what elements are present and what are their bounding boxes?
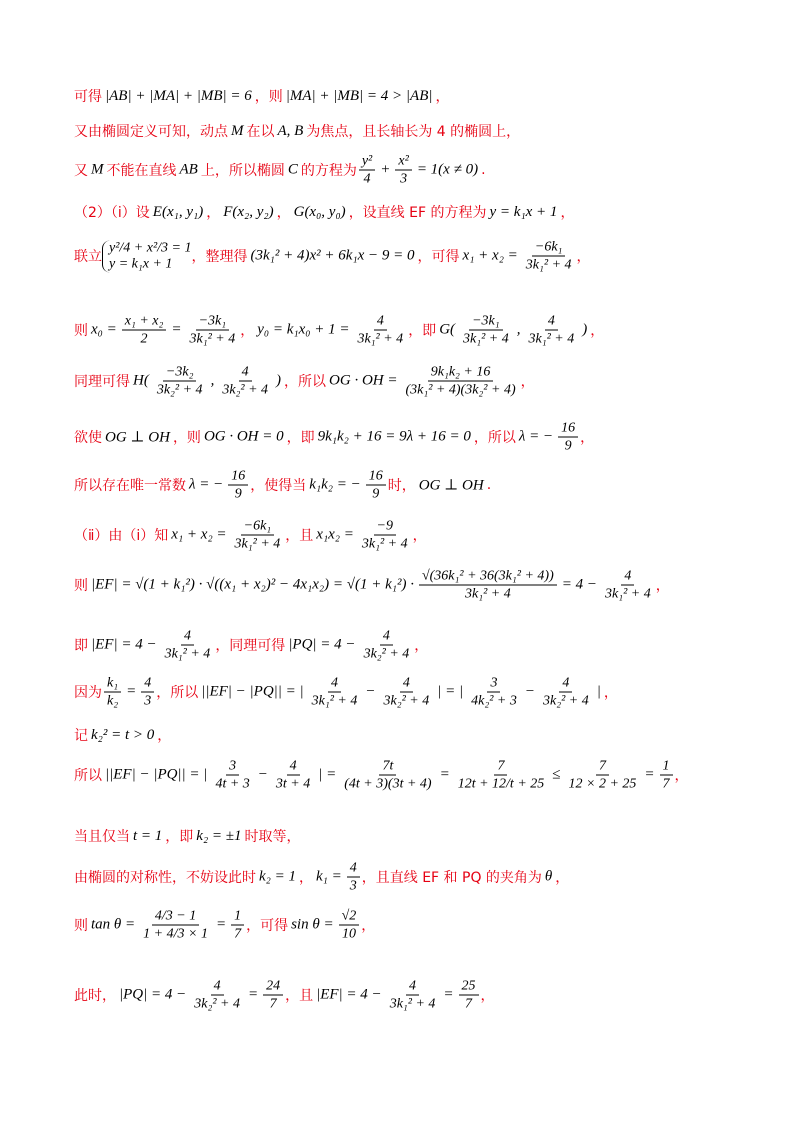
text-segment: ， (520, 374, 535, 390)
fraction-denominator: 9 (234, 486, 242, 502)
fraction-numerator: 4 (374, 313, 387, 331)
fraction-numerator: −3k₁ (196, 313, 230, 331)
text-segment: （ⅱ）由（ⅰ）知 (74, 528, 169, 544)
fraction (309, 675, 361, 710)
fraction-denominator: 3 (400, 171, 408, 187)
fraction-denominator: 3k₁² + 4 (464, 586, 511, 602)
math-expression: t = 1 (133, 827, 163, 844)
fraction-numerator: 7 (596, 758, 609, 776)
math-expression: + (380, 161, 391, 178)
math-expression: x₁x₂ = (316, 526, 354, 543)
text-segment: 则 (74, 918, 88, 934)
text-segment: ，整理得 (191, 249, 248, 265)
solution-line (74, 826, 760, 846)
fraction-numerator: 4 (406, 978, 419, 996)
solution-line (74, 518, 760, 553)
solution-line (74, 420, 760, 455)
math-expression: k₂² = t > 0 (91, 726, 155, 743)
text-segment: ，同理可得 (215, 638, 286, 654)
fraction-denominator: 9 (372, 486, 380, 502)
fraction-numerator: 7 (494, 758, 507, 776)
text-segment: ， (412, 528, 427, 544)
text-segment: 可得 (74, 89, 102, 105)
fraction-numerator: 16 (366, 468, 386, 486)
fraction-numerator: 4 (559, 675, 572, 693)
math-expression: sin θ = (291, 916, 334, 933)
math-expression: y₀ = k₁x₀ + 1 = (257, 321, 350, 338)
math-expression: |EF| = √(1 + k₁²) · √((x₁ + x₂)² − 4x₁x₂) = √(1 + k₁²) · (91, 576, 414, 593)
fraction-numerator: 4 (181, 628, 194, 646)
math-expression: H( (133, 372, 149, 389)
fraction-denominator: 9 (564, 438, 572, 454)
math-expression: ||EF| − |PQ|| = | (105, 766, 208, 783)
math-expression: 9k₁k₂ + 16 = 9λ + 16 = 0 (317, 428, 471, 445)
fraction-numerator: 4 (545, 313, 558, 331)
math-expression: k₂ = ±1 (196, 827, 242, 844)
text-segment: 上，所以椭圆 (200, 163, 285, 179)
fraction-denominator: 3k₂² + 4 (363, 646, 410, 662)
fraction-numerator: 4 (328, 675, 341, 693)
fraction-numerator: 7t (379, 758, 396, 776)
fraction-denominator: 3k₁² + 4 (234, 536, 281, 552)
math-expression: − (257, 766, 268, 783)
math-expression: − (524, 683, 535, 700)
math-expression: tan θ = (91, 916, 136, 933)
fraction-numerator: −9 (374, 518, 396, 536)
text-segment: ， (655, 578, 670, 594)
text-segment: 又由椭圆定义可知，动点 (74, 124, 228, 140)
math-expression: E(x₁, y₁) (152, 203, 204, 220)
text-segment: ， (576, 249, 591, 265)
fraction (602, 568, 654, 603)
fraction (460, 313, 512, 348)
system-equation-1: y²/4 + x²/3 = 1 (109, 240, 192, 255)
text-segment: ，可得 (417, 249, 460, 265)
text-segment: ，使得当 (250, 478, 307, 494)
text-segment: ， (240, 323, 255, 339)
fraction-denominator: 3k₁² + 4 (389, 996, 436, 1012)
fraction (459, 978, 479, 1013)
math-expression: λ = − (189, 476, 224, 493)
math-expression: M (91, 161, 104, 178)
fraction-denominator: (4t + 3)(3t + 4) (344, 776, 432, 792)
fraction (104, 675, 121, 710)
fraction-numerator: x₁ + x₂ (122, 313, 167, 331)
text-segment: ， (580, 430, 595, 446)
text-segment: 为焦点，且长轴长为 4 的椭圆上， (306, 124, 521, 140)
fraction-numerator: 4 (211, 978, 224, 996)
math-expression: x₀ = (91, 321, 117, 338)
fraction-numerator: 4 (380, 628, 393, 646)
fraction (228, 468, 248, 503)
fraction-numerator: k₁ (104, 675, 121, 693)
fraction (366, 468, 386, 503)
text-segment: 记 (74, 728, 88, 744)
fraction (140, 908, 211, 943)
text-segment: （2）（ⅰ）设 (74, 205, 150, 221)
fraction (186, 313, 238, 348)
text-segment: 则 (74, 578, 88, 594)
fraction-numerator: 25 (459, 978, 479, 996)
fraction (387, 978, 439, 1013)
solution-line (74, 86, 760, 106)
fraction-denominator: 3k₁² + 4 (605, 586, 651, 602)
solution-line (74, 978, 760, 1013)
text-segment: ，则 (172, 430, 201, 446)
fraction (263, 978, 283, 1013)
fraction (558, 420, 578, 455)
fraction (141, 675, 154, 710)
text-segment: ， (414, 638, 429, 654)
fraction-numerator: 4 (141, 675, 154, 693)
fraction-numerator: 4/3 − 1 (152, 908, 199, 926)
math-expression: |PQ| = 4 − (119, 986, 187, 1003)
fraction-denominator: 4t + 3 (215, 776, 250, 792)
fraction (354, 313, 406, 348)
math-expression: = (443, 986, 454, 1003)
math-expression: − (365, 683, 376, 700)
math-expression: OG · OH = (329, 372, 398, 389)
text-segment: ，所以 (156, 685, 199, 701)
fraction (523, 239, 575, 274)
math-expression: x₁ + x₂ = (462, 247, 518, 264)
text-segment: 即 (74, 638, 88, 654)
text-segment: ， (555, 870, 570, 886)
fraction (361, 628, 413, 663)
text-segment: ，且 (285, 528, 314, 544)
fraction-denominator: 12t + 12/t + 25 (457, 776, 545, 792)
fraction (232, 518, 284, 553)
math-expression: | = (318, 766, 337, 783)
fraction-denominator: 7 (269, 996, 277, 1012)
text-segment: 又 (74, 163, 88, 179)
solution-line (74, 675, 760, 710)
text-segment: 的方程为 (300, 163, 357, 179)
fraction-denominator: 3k₁² + 4 (463, 331, 509, 347)
text-segment: ， (276, 205, 291, 221)
math-expression: M (231, 122, 244, 139)
text-segment: ，且直线 EF 和 PQ 的夹角为 (361, 870, 542, 886)
math-expression: |PQ| = 4 − (288, 636, 356, 653)
math-expression: C (287, 161, 298, 178)
text-segment: ，所以 (284, 374, 327, 390)
fraction (526, 313, 578, 348)
fraction-denominator: (3k₁² + 4)(3k₂² + 4) (405, 382, 516, 398)
fraction (359, 518, 411, 553)
fraction-numerator: √(36k₁² + 36(3k₁² + 4)) (419, 568, 557, 586)
fraction (359, 153, 375, 188)
fraction-denominator: 7 (234, 926, 242, 942)
math-expression: = (247, 986, 259, 1003)
fraction-denominator: 7 (465, 996, 473, 1012)
text-segment: ， (435, 89, 450, 105)
fraction-denominator: 3k₁² + 4 (528, 331, 575, 347)
text-segment: ，即 (286, 430, 315, 446)
fraction-numerator: y² (359, 153, 375, 171)
fraction (395, 153, 411, 188)
fraction (566, 758, 640, 793)
text-segment: ， (299, 870, 313, 886)
text-segment: ，即 (408, 323, 437, 339)
fraction (219, 364, 271, 399)
math-expression: = 1(x ≠ 0) (416, 161, 479, 178)
fraction-numerator: 4 (621, 568, 634, 586)
system-equation-2: y = k₁x + 1 (109, 256, 173, 271)
fraction-numerator: −6k₁ (532, 239, 566, 257)
fraction-denominator: 3k₁² + 4 (311, 693, 358, 709)
equation-system (102, 240, 192, 272)
solution-line (74, 908, 760, 943)
math-expression: , (210, 372, 215, 389)
solution-line (74, 239, 760, 274)
math-expression: |AB| + |MA| + |MB| = 6 (105, 87, 252, 104)
text-segment: ，则 (254, 89, 283, 105)
fraction-denominator: 3t + 4 (275, 776, 311, 792)
text-segment: 所以存在唯一常数 (74, 478, 186, 494)
fraction-numerator: 4 (287, 758, 300, 776)
text-segment: 欲使 (74, 430, 102, 446)
math-expression: = (215, 916, 227, 933)
text-segment: ， (603, 685, 618, 701)
fraction (381, 675, 433, 710)
text-segment: ， (206, 205, 221, 221)
fraction-numerator: 1 (660, 758, 673, 776)
solution-line (74, 468, 760, 503)
math-expression: OG · OH = 0 (203, 428, 284, 445)
fraction-numerator: −3k₁ (469, 313, 503, 331)
fraction (403, 364, 519, 399)
math-expression: = (439, 766, 450, 783)
fraction (231, 908, 244, 943)
fraction-numerator: 4 (400, 675, 413, 693)
fraction-numerator: 1 (231, 908, 244, 926)
math-expression: ||EF| − |PQ|| = | (201, 683, 304, 700)
math-expression: F(x₂, y₂) (223, 203, 274, 220)
fraction-numerator: x² (395, 153, 411, 171)
math-expression: | (596, 683, 601, 700)
solution-line (74, 121, 760, 141)
fraction (660, 758, 673, 793)
fraction-denominator: 3 (144, 693, 152, 709)
fraction-numerator: 3 (487, 675, 500, 693)
fraction-denominator: 2 (140, 331, 148, 347)
math-expression: k₁k₂ = − (309, 476, 361, 493)
math-expression: ) (276, 372, 282, 389)
fraction-denominator: 7 (662, 776, 670, 792)
text-segment: ， (674, 768, 689, 784)
solution-line (74, 313, 760, 348)
text-segment: 不能在直线 (106, 163, 177, 179)
fraction-denominator: 12 × 2 + 25 (568, 776, 637, 792)
fraction-numerator: 24 (263, 978, 283, 996)
text-segment: 由椭圆的对称性，不妨设此时 (74, 870, 256, 886)
solution-line (74, 568, 760, 603)
fraction (419, 568, 557, 603)
fraction (455, 758, 548, 793)
math-expression: A, B (277, 122, 304, 139)
text-segment: 联立 (74, 249, 102, 265)
fraction-denominator: 3k₁² + 4 (525, 257, 572, 273)
fraction-numerator: 3 (226, 758, 239, 776)
text-segment: 时取等， (244, 829, 301, 845)
fraction-denominator: 10 (341, 926, 356, 942)
fraction-denominator: 4 (363, 171, 371, 187)
math-expression: G(x₀, y₀) (293, 203, 346, 220)
fraction-denominator: 3k₁² + 4 (357, 331, 404, 347)
fraction-numerator: 9k₁k₂ + 16 (428, 364, 494, 382)
solution-line (74, 725, 760, 745)
math-expression: AB (179, 161, 198, 178)
text-segment: 时， (387, 478, 416, 494)
text-segment: 当且仅当 (74, 829, 130, 845)
math-expression: |EF| = 4 − (316, 986, 382, 1003)
math-expression: ≤ (552, 766, 561, 783)
text-segment: 同理可得 (74, 374, 130, 390)
fraction (212, 758, 252, 793)
math-expression: = (644, 766, 655, 783)
text-segment: ，且 (285, 988, 314, 1004)
fraction (540, 675, 592, 710)
fraction-numerator: 4 (347, 860, 360, 878)
text-segment: ， (480, 988, 495, 1004)
math-expression: y = k₁x + 1 (489, 203, 558, 220)
math-expression: (3k₁² + 4)x² + 6k₁x − 9 = 0 (250, 247, 415, 264)
text-segment: ，所以 (473, 430, 516, 446)
math-expression: G( (439, 321, 456, 338)
fraction-denominator: 1 + 4/3 × 1 (143, 926, 208, 942)
fraction (339, 908, 360, 943)
solution-line (74, 202, 760, 222)
solution-line (74, 628, 760, 663)
text-segment: 在以 (246, 124, 275, 140)
fraction-numerator: 16 (228, 468, 248, 486)
text-segment: ， (157, 728, 172, 744)
math-expression: x₁ + x₂ = (171, 526, 227, 543)
text-segment: 因为 (74, 685, 102, 701)
text-segment: ， (560, 205, 575, 221)
text-segment: 则 (74, 323, 88, 339)
fraction-denominator: 3k₂² + 4 (383, 693, 430, 709)
fraction-denominator: 3k₂² + 4 (222, 382, 269, 398)
text-segment: 此时， (74, 988, 116, 1004)
math-expression: θ (544, 868, 553, 885)
fraction (468, 675, 520, 710)
math-expression: OG ⊥ OH (105, 429, 170, 446)
math-expression: = 4 − (561, 576, 597, 593)
fraction-denominator: 3k₂² + 4 (156, 382, 203, 398)
math-expression: |EF| = 4 − (91, 636, 157, 653)
solution-line (74, 153, 760, 188)
fraction-numerator: −3k₂ (163, 364, 197, 382)
fraction-denominator: 4k₂² + 3 (471, 693, 517, 709)
fraction-denominator: 3k₁² + 4 (189, 331, 236, 347)
solution-line (74, 364, 760, 399)
math-expression: OG ⊥ OH (418, 477, 484, 494)
fraction (273, 758, 313, 793)
text-segment: ，设直线 EF 的方程为 (348, 205, 487, 221)
text-segment: . (486, 477, 492, 493)
fraction (341, 758, 434, 793)
fraction-denominator: 3 (349, 878, 357, 894)
fraction-denominator: 3k₁² + 4 (164, 646, 211, 662)
fraction-numerator: −6k₁ (241, 518, 275, 536)
fraction-numerator: 4 (239, 364, 252, 382)
fraction-numerator: √2 (339, 908, 360, 926)
text-segment: ，可得 (246, 918, 289, 934)
math-expression: k₁ = (316, 868, 342, 885)
text-segment: ， (590, 323, 605, 339)
math-expression: , (516, 321, 521, 338)
fraction (122, 313, 167, 348)
fraction-denominator: 3k₁² + 4 (361, 536, 408, 552)
math-expression: k₂ = 1 (259, 868, 296, 885)
text-segment: 所以 (74, 768, 102, 784)
text-segment: ，即 (165, 829, 194, 845)
math-expression: = (126, 683, 137, 700)
fraction (154, 364, 206, 399)
solution-line (74, 860, 760, 895)
math-expression: ) (582, 321, 588, 338)
math-expression: λ = − (518, 428, 554, 445)
math-expression: | = | (437, 683, 464, 700)
fraction-denominator: 3k₂² + 4 (542, 693, 589, 709)
fraction (191, 978, 243, 1013)
math-expression: |MA| + |MB| = 4 > |AB| (285, 87, 433, 104)
fraction (347, 860, 360, 895)
fraction-denominator: k₂ (107, 693, 119, 709)
fraction-numerator: 16 (558, 420, 578, 438)
solution-line (74, 758, 760, 793)
fraction (162, 628, 214, 663)
fraction-denominator: 3k₂² + 4 (194, 996, 240, 1012)
text-segment: ， (361, 918, 376, 934)
math-expression: = (171, 321, 182, 338)
text-segment: . (481, 162, 486, 178)
